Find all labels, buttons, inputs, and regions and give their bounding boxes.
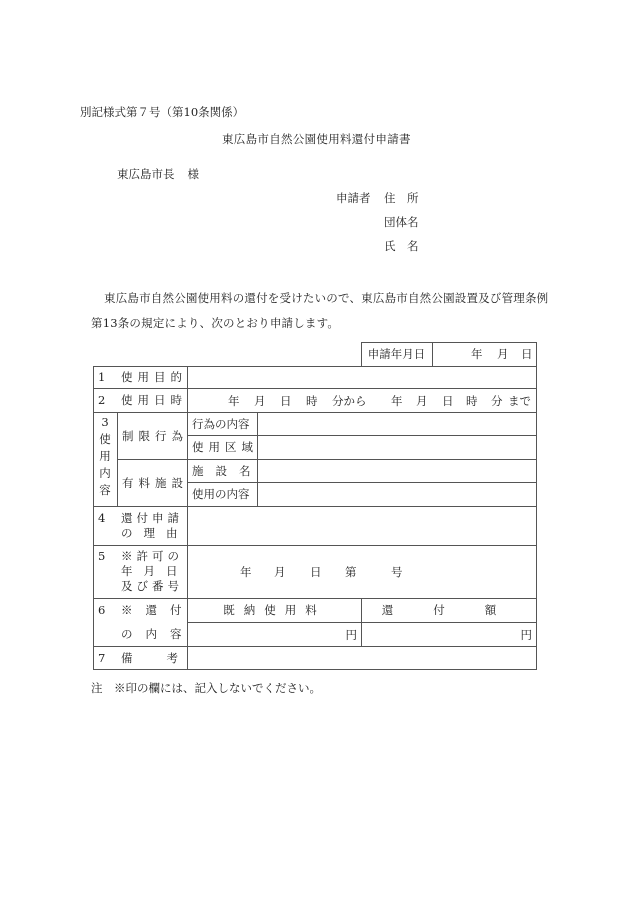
form-title: 東広島市自然公園使用料還付申請書 — [222, 132, 411, 146]
application-date-label: 申請年月日 — [367, 347, 426, 361]
row1-label: 使用目的 — [121, 370, 187, 384]
refund-amount-field[interactable] — [362, 623, 532, 646]
row1-number: 1 — [98, 370, 106, 384]
usage-content-field[interactable] — [258, 483, 536, 506]
to-day: 日 — [442, 393, 454, 408]
usage-purpose-field[interactable] — [188, 367, 536, 388]
act-content-field[interactable] — [258, 413, 536, 435]
refund-amount-yen: 円 — [520, 627, 532, 642]
row6-label-line2: の内容 — [121, 627, 195, 641]
row6-number: 6 — [98, 603, 106, 617]
row2-label: 使用日時 — [121, 393, 187, 407]
to-minute: 分 — [491, 393, 503, 408]
from-year: 年 — [228, 393, 240, 408]
row5-label-line3: 及び番号 — [121, 579, 183, 593]
body-text-line2: 第13条の規定により、次のとおり申請します。 — [91, 316, 340, 330]
row3-label-char: 内 — [99, 466, 111, 480]
permit-no-suffix: 号 — [391, 565, 403, 579]
row7-label: 備考 — [121, 650, 212, 665]
row5-label-line1: ※許可の — [121, 549, 183, 563]
from-minute: 分から — [332, 393, 367, 408]
to-until: まで — [508, 393, 531, 408]
paid-facility-label: 有料施設 — [122, 475, 188, 490]
row5-label — [121, 549, 189, 594]
addressee-suffix: 様 — [187, 167, 199, 181]
row3-label-char: 使 — [99, 432, 111, 446]
form-heading: 別記様式第７号（第10条関係） — [80, 105, 245, 119]
permit-day: 日 — [310, 565, 322, 579]
usage-content-label: 使用の内容 — [192, 487, 250, 501]
date-day: 日 — [521, 347, 533, 361]
row3-label-char: 容 — [99, 483, 111, 497]
row2-number: 2 — [98, 393, 106, 407]
row7-number: 7 — [98, 650, 106, 665]
footnote: 注 ※印の欄には、記入しないでください。 — [91, 681, 321, 695]
usage-datetime-field[interactable] — [188, 389, 536, 412]
permit-month: 月 — [274, 565, 286, 579]
addressee-name: 東広島市長 — [117, 167, 175, 181]
row4-label-line1 — [121, 511, 183, 526]
usage-area-label: 使用区域 — [192, 440, 258, 454]
refund-reason-field[interactable] — [188, 507, 536, 545]
from-day: 日 — [280, 393, 292, 408]
remarks-field[interactable] — [188, 647, 536, 669]
addressee — [117, 166, 199, 182]
permit-no-prefix: 第 — [345, 565, 357, 579]
permit-year: 年 — [240, 565, 252, 579]
to-month: 月 — [416, 393, 428, 408]
facility-name-label: 施設名 — [192, 463, 263, 478]
row6-label-line1: ※還付 — [121, 603, 195, 617]
from-hour: 時 — [306, 393, 318, 408]
row3-label — [93, 414, 117, 499]
paid-fee-header: 既納使用料 — [223, 603, 326, 617]
date-month: 月 — [497, 347, 509, 361]
row4-label-text2: の理由 — [121, 526, 189, 540]
row4-label-text1: 還付申請 — [121, 511, 183, 525]
row3-number: 3 — [101, 415, 109, 429]
to-hour: 時 — [466, 393, 478, 408]
row3-label-char: 用 — [99, 449, 111, 463]
paid-fee-yen: 円 — [345, 627, 357, 642]
usage-area-field[interactable] — [258, 436, 536, 459]
application-date-field[interactable] — [433, 342, 536, 366]
facility-name-field[interactable] — [258, 460, 536, 482]
row4-label-line2 — [121, 526, 189, 541]
row4-label — [121, 511, 189, 541]
refund-amount-header: 還付額 — [381, 603, 537, 617]
address-label: 住 所 — [384, 191, 419, 205]
to-year: 年 — [391, 393, 403, 408]
paid-fee-field[interactable] — [188, 623, 357, 646]
row4-number: 4 — [98, 511, 106, 525]
name-label: 氏 名 — [384, 239, 419, 253]
group-label: 団体名 — [384, 215, 419, 229]
body-text-line1: 東広島市自然公園使用料の還付を受けたいので、東広島市自然公園設置及び管理条例 — [104, 291, 549, 305]
row5-label-line2: 年月日 — [121, 564, 189, 578]
restricted-act-label: 制限行為 — [122, 428, 188, 443]
permit-date-number-field[interactable] — [188, 546, 536, 598]
row5-number: 5 — [98, 549, 106, 563]
applicant-label: 申請者 — [336, 191, 371, 205]
act-content-label: 行為の内容 — [192, 416, 250, 431]
from-month: 月 — [254, 393, 266, 408]
date-year: 年 — [471, 347, 483, 361]
